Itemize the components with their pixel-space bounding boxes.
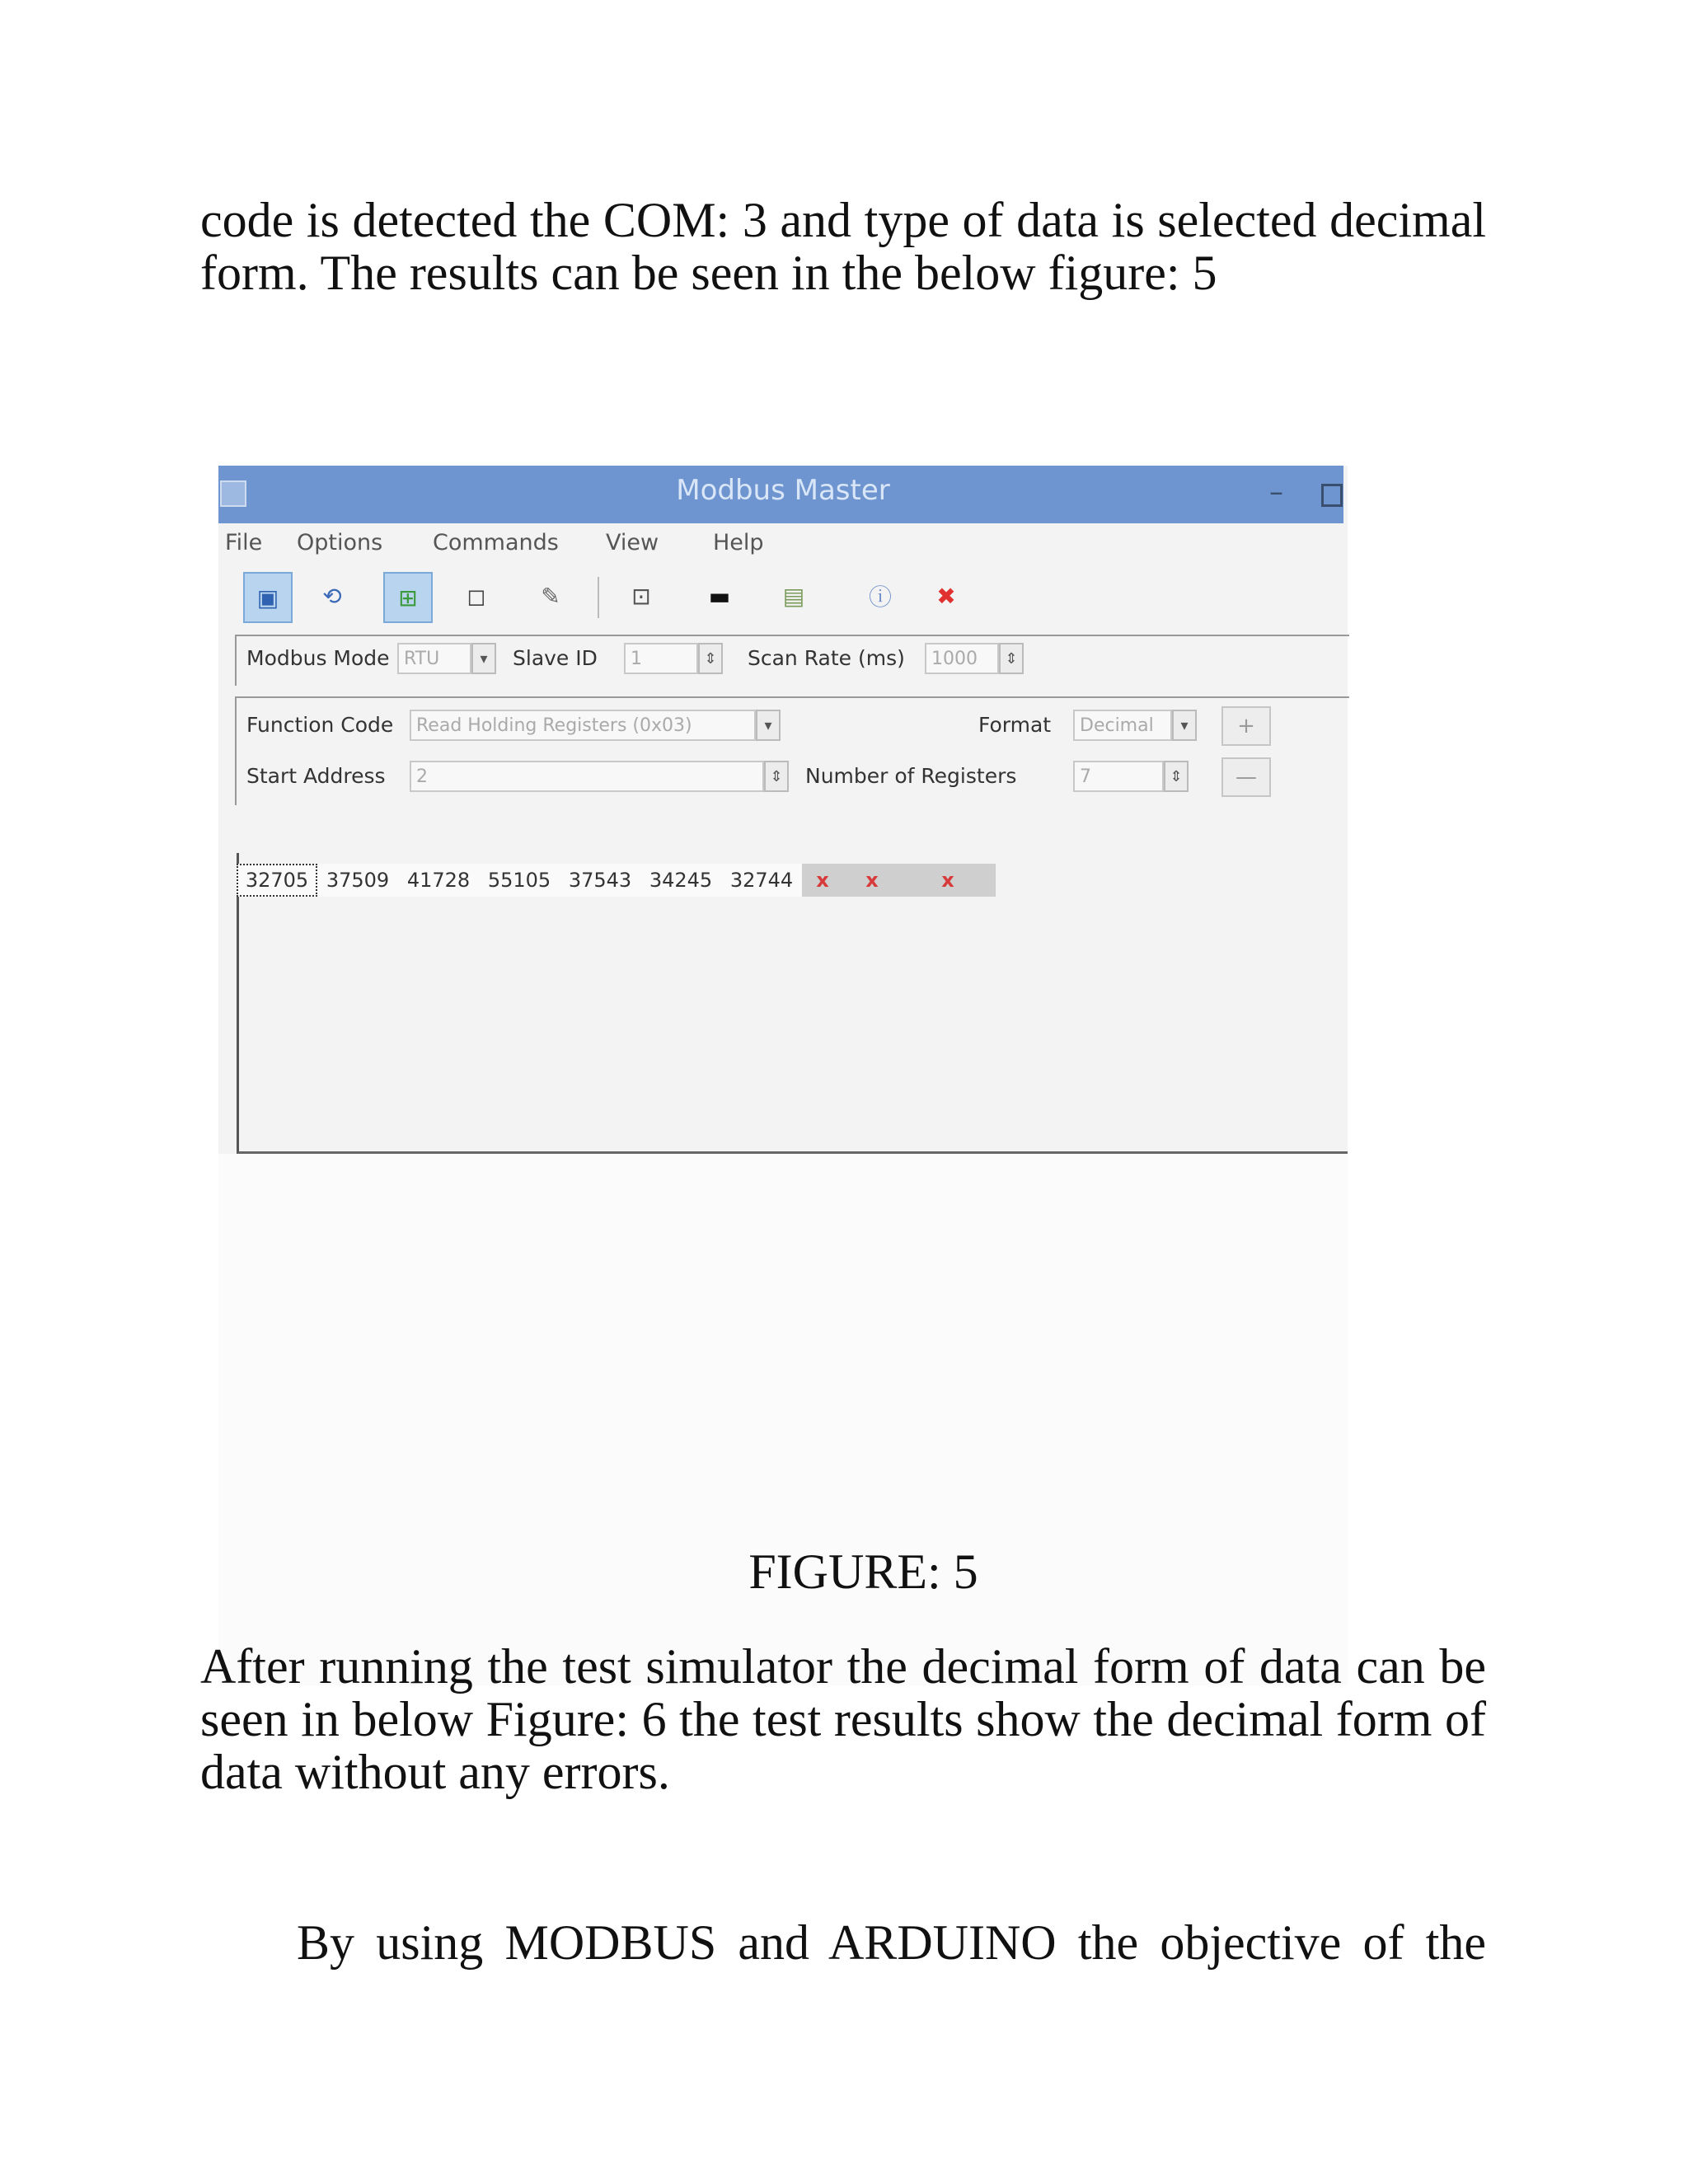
console-icon[interactable]: ▬ (708, 582, 731, 610)
start-address-spinner[interactable]: ⇕ (764, 761, 789, 792)
register-values-row (237, 864, 995, 897)
scan-rate-label: Scan Rate (ms) (748, 646, 905, 670)
number-of-registers-label: Number of Registers (805, 764, 1017, 788)
register-error[interactable]: x (802, 864, 844, 897)
register-value[interactable]: 37509 (317, 864, 399, 897)
number-of-registers-input[interactable]: 7 (1073, 761, 1164, 792)
chevron-down-icon[interactable]: ▾ (756, 710, 781, 741)
add-button[interactable]: + (1221, 706, 1271, 746)
chevron-down-icon[interactable]: ▾ (1172, 710, 1197, 741)
start-address-input[interactable]: 2 (410, 761, 764, 792)
menu-commands[interactable]: Commands (433, 530, 559, 555)
request-panel (235, 696, 1349, 805)
maximize-button[interactable] (1321, 484, 1343, 507)
register-value[interactable]: 34245 (640, 864, 722, 897)
menu-help[interactable]: Help (713, 530, 764, 555)
register-value[interactable]: 55105 (479, 864, 560, 897)
menu-options[interactable]: Options (297, 530, 383, 555)
number-of-registers-spinner[interactable]: ⇕ (1164, 761, 1189, 792)
paragraph-3-line-1: By using MODBUS and ARDUINO the objective of the (297, 1915, 1486, 1970)
log-icon[interactable]: ⊡ (631, 582, 651, 610)
register-value[interactable]: 32705 (237, 864, 318, 897)
paragraph-1-line-2: form. The results can be seen in the below figure: 5 (200, 246, 1217, 300)
figure-caption: FIGURE: 5 (748, 1544, 978, 1599)
format-select[interactable]: Decimal (1073, 710, 1172, 741)
remove-button[interactable]: — (1221, 757, 1271, 797)
register-error[interactable]: x (843, 864, 902, 897)
close-x-icon[interactable]: ✖ (936, 582, 956, 610)
modbus-master-window (218, 466, 1348, 1154)
start-address-label: Start Address (246, 764, 386, 788)
scan-rate-spinner[interactable]: ⇕ (999, 643, 1024, 674)
stop-icon[interactable]: ◻ (467, 582, 486, 610)
toolbar (227, 569, 1216, 626)
modbus-mode-select[interactable]: RTU (397, 643, 471, 674)
function-code-select[interactable]: Read Holding Registers (0x03) (410, 710, 756, 741)
toolbar-separator (598, 577, 599, 618)
info-icon[interactable]: ⓘ (868, 583, 892, 611)
menu-file[interactable]: File (225, 530, 263, 555)
scan-rate-input[interactable]: 1000 (925, 643, 999, 674)
format-label: Format (978, 713, 1052, 737)
register-data-area[interactable] (237, 853, 1348, 1154)
run-icon[interactable]: ⊞ (383, 572, 433, 623)
register-error[interactable]: x (901, 864, 996, 897)
modbus-mode-label: Modbus Mode (246, 646, 390, 670)
selected-cell-outline (237, 864, 317, 897)
register-value[interactable]: 32744 (721, 864, 803, 897)
function-code-label: Function Code (246, 713, 394, 737)
paragraph-1-line-1: code is detected the COM: 3 and type of data is selected decimal (200, 193, 1486, 247)
title-bar[interactable] (218, 466, 1343, 523)
refresh-icon[interactable]: ⟲ (322, 582, 342, 610)
connection-panel (235, 635, 1349, 686)
connect-icon[interactable]: ▣ (243, 572, 293, 623)
chevron-down-icon[interactable]: ▾ (471, 643, 496, 674)
register-value[interactable]: 41728 (398, 864, 480, 897)
slave-id-input[interactable]: 1 (624, 643, 698, 674)
paragraph-2-line-2: seen in below Figure: 6 the test results show the decimal form of (200, 1692, 1486, 1746)
register-value[interactable]: 37543 (560, 864, 641, 897)
tools-icon[interactable]: ✎ (541, 582, 560, 610)
minimize-button[interactable]: – (1269, 476, 1283, 509)
menu-bar (218, 530, 1348, 563)
slave-id-spinner[interactable]: ⇕ (698, 643, 723, 674)
paragraph-2-line-3: data without any errors. (200, 1745, 670, 1799)
paragraph-2-line-1: After running the test simulator the decimal form of data can be (200, 1639, 1486, 1694)
slave-id-label: Slave ID (513, 646, 598, 670)
menu-view[interactable]: View (606, 530, 659, 555)
chart-icon[interactable]: ▤ (782, 582, 805, 610)
window-title: Modbus Master (676, 474, 890, 507)
